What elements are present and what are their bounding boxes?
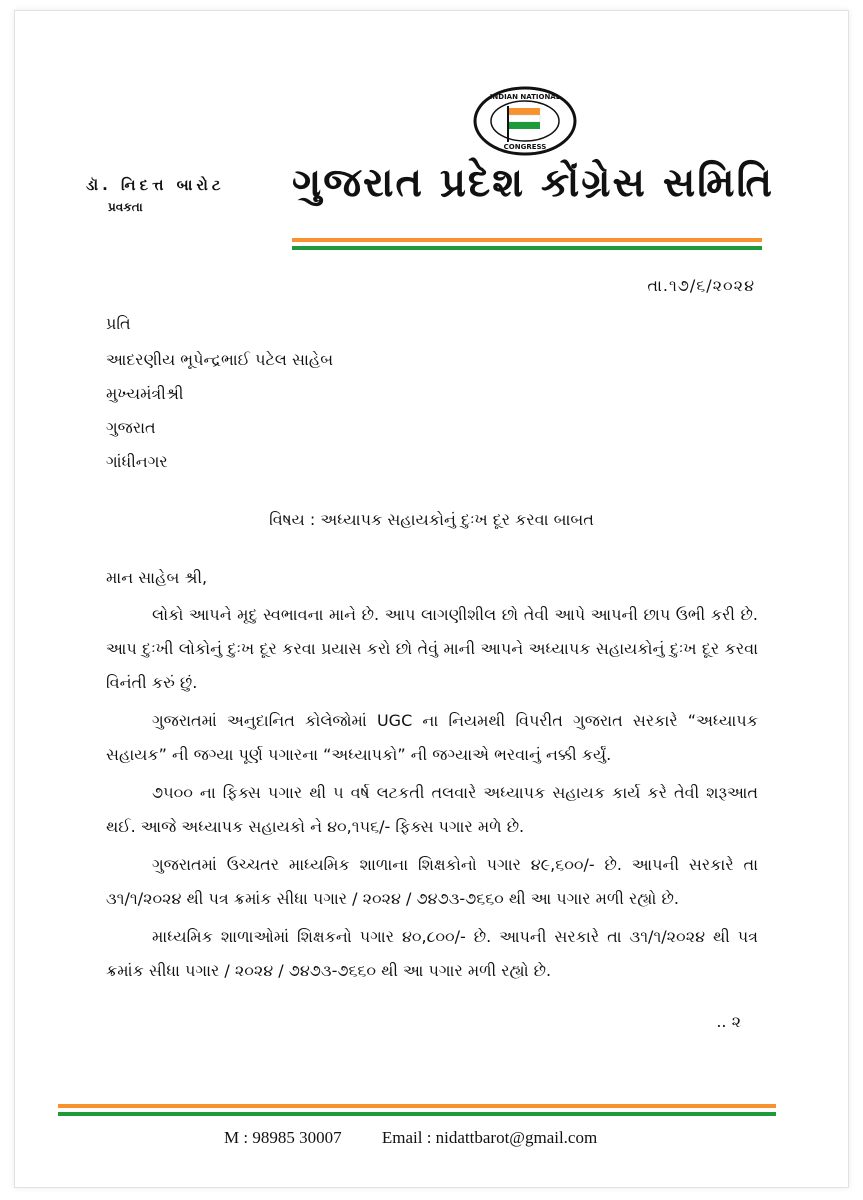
letter-body xyxy=(106,598,758,992)
address-line: મુખ્યમંત્રીશ્રી xyxy=(106,384,184,403)
salutation: માન સાહેબ શ્રી, xyxy=(106,568,208,587)
congress-logo xyxy=(472,86,578,156)
body-paragraph: માધ્યમિક શાળાઓમાં શિક્ષકનો પગાર ૪૦,૮૦૦/- છે. આપની સરકારે તા ૩૧/૧/૨૦૨૪ થી પત્ર ક્રમાંક સીધા પગાર / ૨૦૨૪ / ૭૪૭૩-૭૬૬૦ થી આ પગાર મળી રહ્યો છે. xyxy=(106,927,758,980)
svg-text:INDIAN NATIONAL: INDIAN NATIONAL xyxy=(489,93,561,101)
body-paragraph: ૭૫૦૦ ના ફિક્સ પગાર થી ૫ વર્ષ લટકતી તલવારે અધ્યાપક સહાયક કાર્ય કરે તેવી શરૂઆત થઈ. આજે અધ્યાપક સહાયકો ને ૪૦,૧૫૬/- ફિક્સ પગાર મળે છે. xyxy=(106,783,758,836)
page-continuation: .. ૨ xyxy=(716,1012,741,1031)
footer-mobile: M : 98985 30007 xyxy=(224,1128,342,1147)
spokesperson-block xyxy=(86,176,286,215)
organization-title: ગુજરાત પ્રદેશ કોંગ્રેસ સમિતિ xyxy=(292,160,775,206)
footer-email: Email : nidattbarot@gmail.com xyxy=(381,1128,598,1147)
header-tricolor-rule xyxy=(292,238,762,250)
address-line: આદરણીય ભૂપેન્દ્રભાઈ પટેલ સાહેબ xyxy=(106,350,334,369)
footer-contact xyxy=(224,1128,633,1148)
spokesperson-name: ડૉ. નિદત્ત બારોટ xyxy=(86,176,225,194)
letter-subject: વિષય : અધ્યાપક સહાયકોનું દુઃખ દૂર કરવા બાબત xyxy=(269,510,594,529)
address-line: પ્રતિ xyxy=(106,314,131,333)
body-paragraph: લોકો આપને મૃદુ સ્વભાવના માને છે. આપ લાગણીશીલ છો તેવી આપે આપની છાપ ઉભી કરી છે. આપ દુઃખી લોકોનું દુઃખ દૂર કરવા પ્રયાસ કરો છો તેવું માની આપને અધ્યાપક સહાયકોનું દુઃખ દૂર કરવા વિનંતી કરું છું. xyxy=(106,605,758,692)
address-line: ગાંધીનગર xyxy=(106,452,168,471)
svg-text:CONGRESS: CONGRESS xyxy=(503,143,547,151)
body-paragraph: ગુજરાતમાં ઉચ્ચતર માધ્યમિક શાળાના શિક્ષકોનો પગાર ૪૯,૬૦૦/- છે. આપની સરકારે તા ૩૧/૧/૨૦૨૪ થી પત્ર ક્રમાંક સીધા પગાર / ૨૦૨૪ / ૭૪૭૩-૭૬૬૦ થી આ પગાર મળી રહ્યો છે. xyxy=(106,855,758,908)
footer-tricolor-rule xyxy=(58,1104,776,1116)
letter-date: તા.૧૭/૬/૨૦૨૪ xyxy=(647,276,755,295)
body-paragraph: ગુજરાતમાં અનુદાનિત કોલેજોમાં UGC ના નિયમથી વિપરીત ગુજરાત સરકારે “અધ્યાપક સહાયક” ની જગ્યા પૂર્ણ પગારના “અધ્યાપકો” ની જગ્યાએ ભરવાનું નક્કી કર્યું. xyxy=(106,711,758,764)
address-line: ગુજરાત xyxy=(106,418,156,437)
spokesperson-role: પ્રવકતા xyxy=(108,200,143,214)
